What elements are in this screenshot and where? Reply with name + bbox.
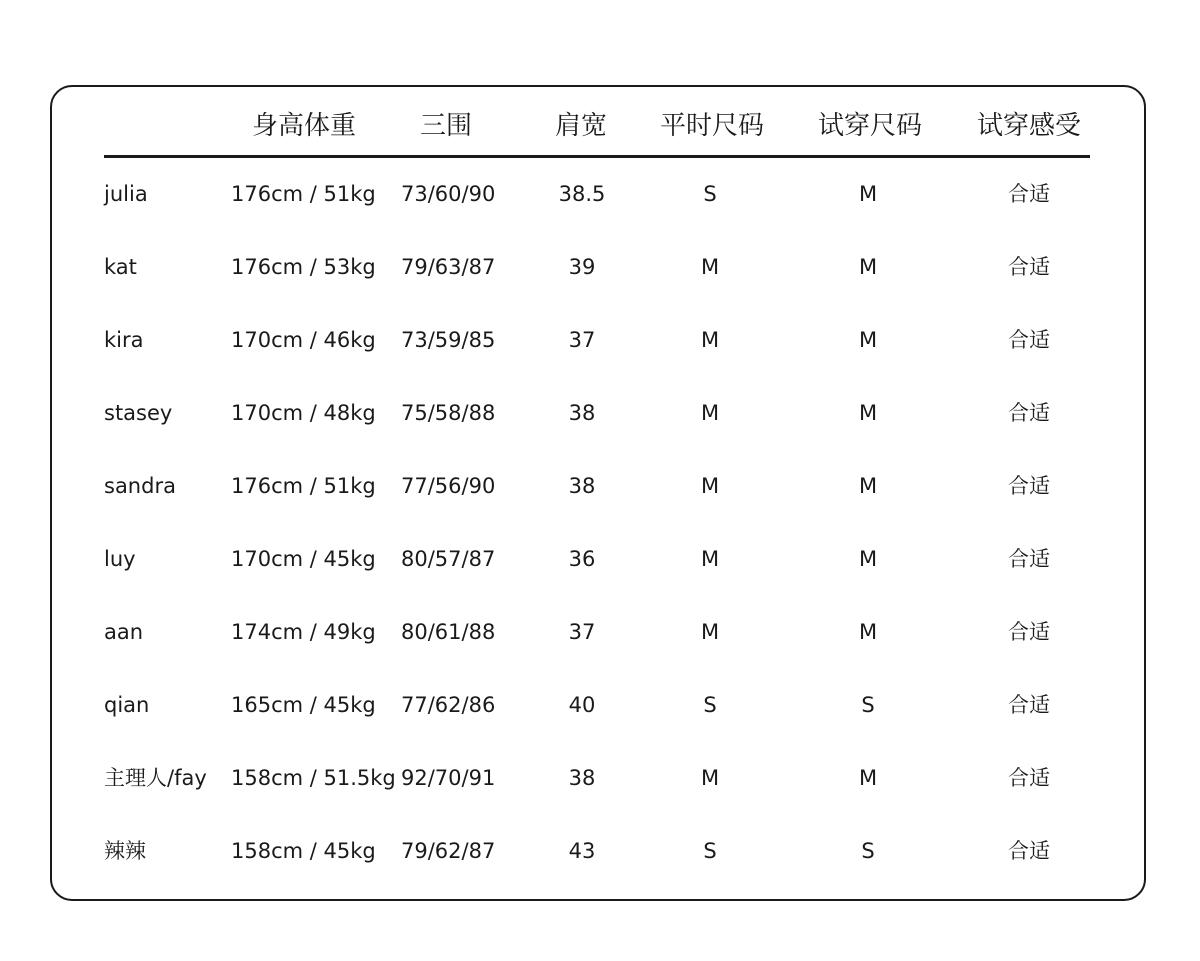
cell-shoulder: 38 <box>568 401 596 425</box>
cell-measurements: 77/56/90 <box>401 474 496 498</box>
cell-tried-size: S <box>861 693 875 717</box>
cell-usual-size: S <box>703 693 717 717</box>
table-row <box>104 815 1090 888</box>
cell-tried-size: M <box>858 401 878 425</box>
cell-usual-size: M <box>700 401 720 425</box>
cell-usual-size: S <box>703 182 717 206</box>
header-measurements: 三围 <box>419 111 472 141</box>
cell-shoulder: 38.5 <box>558 182 606 206</box>
header-fit-feeling: 试穿感受 <box>976 111 1081 141</box>
cell-fit-feeling: 合适 <box>1008 182 1050 206</box>
cell-measurements: 92/70/91 <box>401 766 496 790</box>
table-row <box>104 669 1090 742</box>
cell-shoulder: 38 <box>568 766 596 790</box>
cell-model: stasey <box>104 401 173 425</box>
cell-usual-size: M <box>700 547 720 571</box>
cell-fit-feeling: 合适 <box>1008 766 1050 790</box>
cell-usual-size: M <box>700 620 720 644</box>
cell-fit-feeling: 合适 <box>1008 693 1050 717</box>
table-header <box>104 87 1090 158</box>
cell-model: 辣辣 <box>104 839 146 863</box>
cell-usual-size: M <box>700 766 720 790</box>
cell-measurements: 75/58/88 <box>401 401 496 425</box>
cell-tried-size: S <box>861 839 875 863</box>
table-row <box>104 304 1090 377</box>
size-chart-card <box>50 85 1146 901</box>
cell-tried-size: M <box>858 328 878 352</box>
cell-fit-feeling: 合适 <box>1008 255 1050 279</box>
cell-measurements: 79/62/87 <box>401 839 496 863</box>
cell-tried-size: M <box>858 474 878 498</box>
table-row <box>104 158 1090 231</box>
cell-fit-feeling: 合适 <box>1008 547 1050 571</box>
cell-measurements: 79/63/87 <box>401 255 496 279</box>
cell-shoulder: 39 <box>568 255 596 279</box>
cell-tried-size: M <box>858 182 878 206</box>
cell-usual-size: M <box>700 474 720 498</box>
cell-usual-size: M <box>700 328 720 352</box>
cell-fit-feeling: 合适 <box>1008 839 1050 863</box>
cell-shoulder: 37 <box>568 620 596 644</box>
cell-height-weight: 158cm / 45kg <box>231 839 376 863</box>
cell-height-weight: 170cm / 48kg <box>231 401 376 425</box>
cell-model: luy <box>104 547 136 571</box>
cell-height-weight: 158cm / 51.5kg <box>231 766 396 790</box>
cell-model: kat <box>104 255 137 279</box>
cell-model: aan <box>104 620 144 644</box>
cell-shoulder: 40 <box>568 693 596 717</box>
size-table <box>104 87 1090 863</box>
cell-model: sandra <box>104 474 176 498</box>
cell-tried-size: M <box>858 547 878 571</box>
header-shoulder: 肩宽 <box>554 111 607 141</box>
cell-model: julia <box>104 182 148 206</box>
cell-height-weight: 176cm / 51kg <box>231 182 376 206</box>
cell-shoulder: 36 <box>568 547 596 571</box>
cell-shoulder: 43 <box>568 839 596 863</box>
cell-height-weight: 170cm / 45kg <box>231 547 376 571</box>
cell-tried-size: M <box>858 255 878 279</box>
table-row <box>104 231 1090 304</box>
cell-shoulder: 38 <box>568 474 596 498</box>
cell-measurements: 77/62/86 <box>401 693 496 717</box>
header-height-weight: 身高体重 <box>251 111 356 141</box>
cell-measurements: 80/57/87 <box>401 547 496 571</box>
cell-usual-size: S <box>703 839 717 863</box>
header-usual-size: 平时尺码 <box>659 111 764 141</box>
cell-model: qian <box>104 693 150 717</box>
cell-model: kira <box>104 328 144 352</box>
cell-fit-feeling: 合适 <box>1008 401 1050 425</box>
cell-height-weight: 165cm / 45kg <box>231 693 376 717</box>
table-row <box>104 377 1090 450</box>
cell-height-weight: 176cm / 51kg <box>231 474 376 498</box>
table-row <box>104 742 1090 815</box>
cell-height-weight: 176cm / 53kg <box>231 255 376 279</box>
cell-measurements: 73/60/90 <box>401 182 496 206</box>
cell-fit-feeling: 合适 <box>1008 474 1050 498</box>
cell-height-weight: 170cm / 46kg <box>231 328 376 352</box>
cell-measurements: 73/59/85 <box>401 328 496 352</box>
cell-height-weight: 174cm / 49kg <box>231 620 376 644</box>
header-tried-size: 试穿尺码 <box>817 111 922 141</box>
table-row <box>104 523 1090 596</box>
cell-tried-size: M <box>858 766 878 790</box>
cell-model: 主理人/fay <box>104 766 207 790</box>
cell-fit-feeling: 合适 <box>1008 328 1050 352</box>
cell-tried-size: M <box>858 620 878 644</box>
cell-usual-size: M <box>700 255 720 279</box>
table-row <box>104 596 1090 669</box>
cell-measurements: 80/61/88 <box>401 620 496 644</box>
cell-fit-feeling: 合适 <box>1008 620 1050 644</box>
table-row <box>104 450 1090 523</box>
cell-shoulder: 37 <box>568 328 596 352</box>
